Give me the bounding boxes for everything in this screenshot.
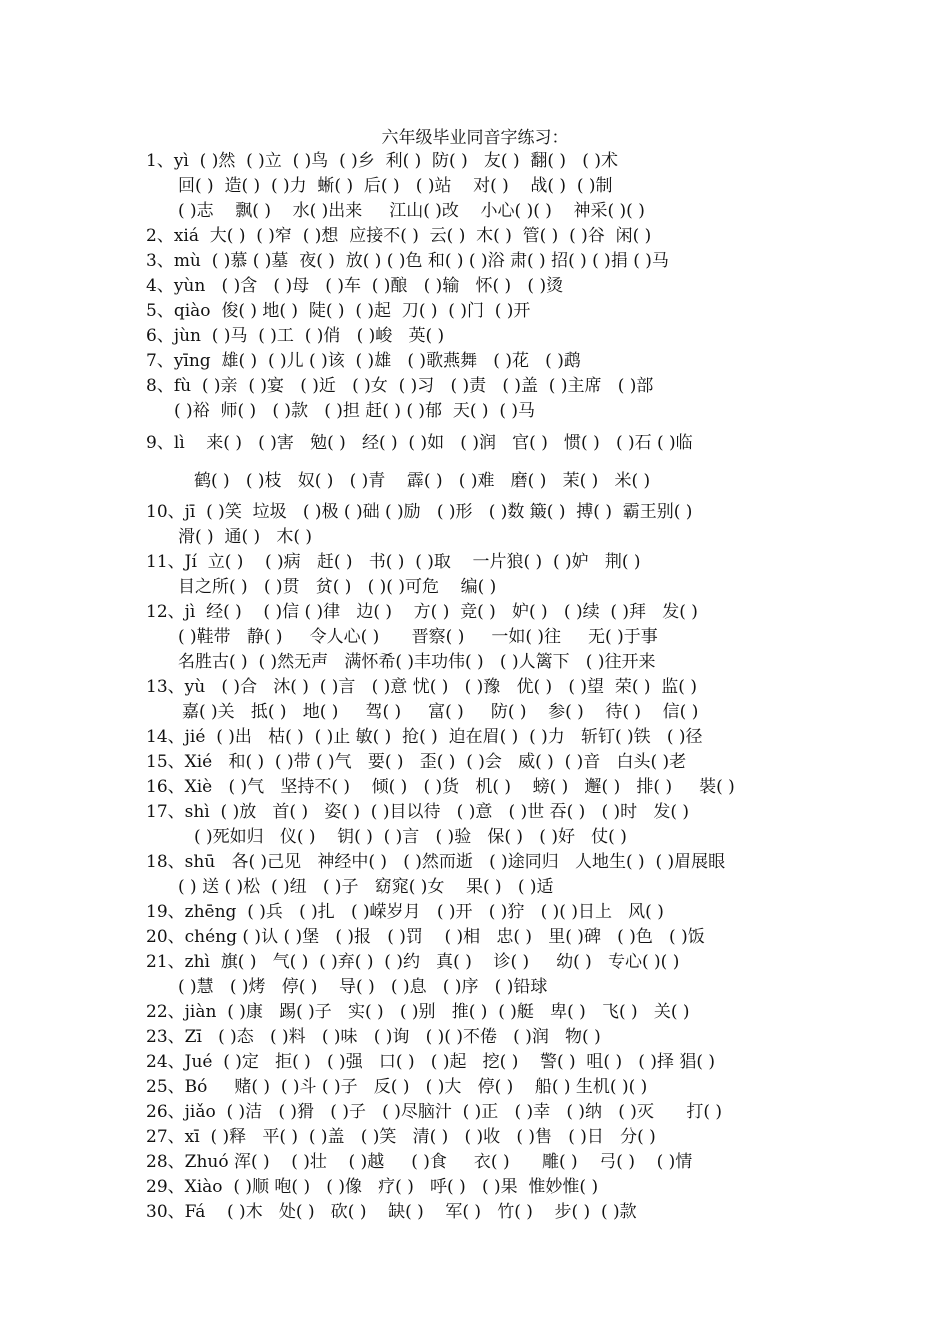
exercise-line: 4、yùn ( )含 ( )母 ( )车 ( )酿 ( )输 怀( ) ( )烫: [146, 276, 564, 296]
exercise-line: 19、zhēng ( )兵 ( )扎 ( )嵘岁月 ( )开 ( )狞 ( )( )日上 风( ): [146, 902, 664, 922]
exercise-line: 30、Fá ( )木 处( ) 砍( ) 缺( ) 军( ) 竹( ) 步( ) ( )款: [146, 1202, 637, 1222]
exercise-line: 26、jiǎo ( )洁 ( )猾 ( )子 ( )尽脑汁 ( )正 ( )幸 ( )纳 ( )灭 打( ): [146, 1102, 723, 1122]
exercise-line: 11、Jí 立( ) ( )病 赶( ) 书( ) ( )取 一片狼( ) ( )妒 荆( ): [146, 552, 641, 572]
exercise-line: 1、yì ( )然 ( )立 ( )鸟 ( )乡 利( ) 防( ) 友( ) 翻( ) ( )术: [146, 151, 618, 171]
exercise-line: 7、yīng 雄( ) ( )儿 ( )该 ( )雄 ( )歌燕舞 ( )花 ( )鹉: [146, 351, 581, 371]
exercise-line: ( ) 送 ( )松 ( )纽 ( )子 窈窕( )女 果( ) ( )适: [178, 877, 554, 897]
exercise-line: 鹤( ) ( )枝 奴( ) ( )青 霹( ) ( )难 磨( ) 茉( ) 米( ): [194, 471, 651, 491]
exercise-line: 名胜古( ) ( )然无声 满怀希( )丰功伟( ) ( )人篱下 ( )往开来: [178, 652, 656, 672]
exercise-line: 16、Xiè ( )气 坚持不( ) 倾( ) ( )货 机( ) 螃( ) 邂( ) 排( ) 裝( ): [146, 777, 735, 797]
exercise-line: 22、jiàn ( )康 踢( )子 实( ) ( )别 推( ) ( )艇 卑( ) 飞( ) 关( ): [146, 1002, 690, 1022]
exercise-line: 9、lì 来( ) ( )害 勉( ) 经( ) ( )如 ( )润 官( ) 惯( ) ( )石 ( )临: [146, 433, 693, 453]
exercise-line: 14、jié ( )出 枯( ) ( )止 敏( ) 抢( ) 迫在眉( ) ( )力 斩钉( )铁 ( )径: [146, 727, 703, 747]
exercise-line: 24、Jué ( )定 拒( ) ( )强 口( ) ( )起 挖( ) 警( ) 咀( ) ( )择 猖( ): [146, 1052, 716, 1072]
exercise-line: 13、yù ( )合 沐( ) ( )言 ( )意 忧( ) ( )豫 优( ) ( )望 荣( ) 监( ): [146, 677, 697, 697]
exercise-line: 滑( ) 通( ) 木( ): [178, 527, 313, 547]
exercise-line: 17、shì ( )放 首( ) 姿( ) ( )目以待 ( )意 ( )世 吞( ) ( )时 发( ): [146, 802, 690, 822]
exercise-line: ( )死如归 仪( ) 钥( ) ( )言 ( )验 保( ) ( )好 仗( ): [194, 827, 627, 847]
exercise-line: 28、Zhuó 浑( ) ( )壮 ( )越 ( )食 衣( ) 雕( ) 弓( ) ( )情: [146, 1152, 693, 1172]
exercise-line: 21、zhì 旗( ) 气( ) ( )弃( ) ( )约 真( ) 诊( ) 幼( ) 专心( )( ): [146, 952, 680, 972]
exercise-line: ( )慧 ( )烤 停( ) 导( ) ( )息 ( )序 ( )铅球: [178, 977, 548, 997]
exercise-line: 6、jùn ( )马 ( )工 ( )俏 ( )峻 英( ): [146, 326, 445, 346]
exercise-line: 10、jī ( )笑 垃圾 ( )极 ( )础 ( )励 ( )形 ( )数 簸( ) 搏( ) 霸王别( ): [146, 502, 693, 522]
exercise-line: 嘉( )关 抵( ) 地( ) 驾( ) 富( ) 防( ) 参( ) 待( ) 信( ): [182, 702, 699, 722]
exercise-line: 25、Bó 赌( ) ( )斗 ( )子 反( ) ( )大 停( ) 船( ) 生机( )( ): [146, 1077, 648, 1097]
exercise-line: 18、shū 各( )己见 神经中( ) ( )然而逝 ( )途同归 人地生( ) ( )眉展眼: [146, 852, 726, 872]
exercise-line: 5、qiào 俊( ) 地( ) 陡( ) ( )起 刀( ) ( )门 ( )开: [146, 301, 531, 321]
exercise-line: 回( ) 造( ) ( )力 蜥( ) 后( ) ( )站 对( ) 战( ) ( )制: [178, 176, 613, 196]
exercise-line: 27、xī ( )释 平( ) ( )盖 ( )笑 清( ) ( )收 ( )售 ( )日 分( ): [146, 1127, 656, 1147]
exercise-line: 8、fù ( )亲 ( )宴 ( )近 ( )女 ( )习 ( )责 ( )盖 ( )主席 ( )部: [146, 376, 654, 396]
exercise-line: 29、Xiào ( )顺 咆( ) ( )像 疗( ) 呼( ) ( )果 惟妙惟( ): [146, 1177, 599, 1197]
exercise-line: 12、jì 经( ) ( )信 ( )律 边( ) 方( ) 竞( ) 妒( ) ( )续 ( )拜 发( ): [146, 602, 698, 622]
exercise-list: [146, 149, 926, 1225]
exercise-line: 目之所( ) ( )贯 贫( ) ( )( )可危 编( ): [178, 577, 497, 597]
exercise-line: ( )裕 师( ) ( )款 ( )担 赶( ) ( )郁 天( ) ( )马: [174, 401, 536, 421]
exercise-line: 20、chéng ( )认 ( )堡 ( )报 ( )罚 ( )相 忠( ) 里( )碑 ( )色 ( )饭: [146, 927, 705, 947]
exercise-line: 3、mù ( )慕 ( )墓 夜( ) 放( ) ( )色 和( ) ( )浴 肃( ) 招( ) ( )捐 ( )马: [146, 251, 669, 271]
exercise-line: ( )志 飘( ) 水( )出来 江山( )改 小心( )( ) 神采( )( ): [178, 201, 645, 221]
exercise-line: ( )鞋带 静( ) 令人心( ) 晋察( ) 一如( )往 无( )于事: [178, 627, 658, 647]
exercise-line: 23、Zī ( )态 ( )料 ( )味 ( )询 ( )( )不倦 ( )润 物( ): [146, 1027, 601, 1047]
exercise-line: 2、xiá 大( ) ( )窄 ( )想 应接不( ) 云( ) 木( ) 管( ) ( )谷 闲( ): [146, 226, 652, 246]
document-title: 六年级毕业同音字练习：: [381, 128, 569, 148]
exercise-line: 15、Xié 和( ) ( )带 ( )气 要( ) 歪( ) ( )会 威( ) ( )音 白头( )老: [146, 752, 687, 772]
